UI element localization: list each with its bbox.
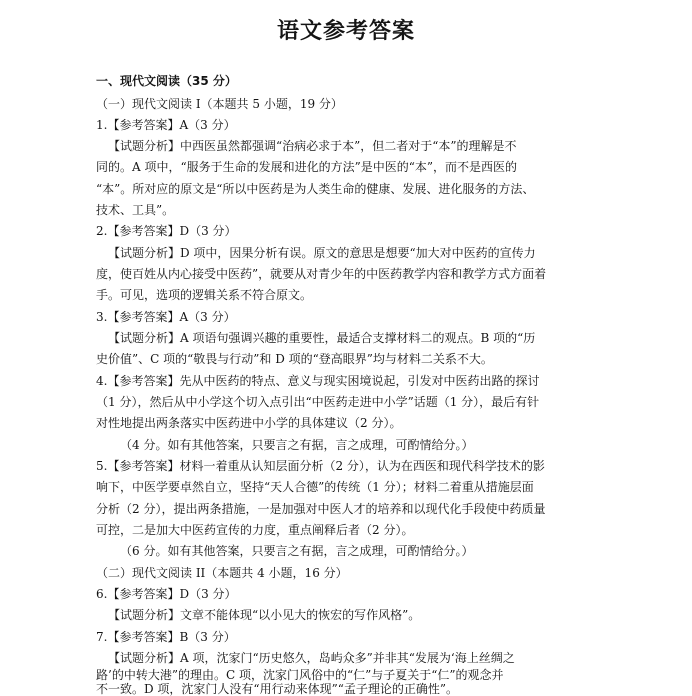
- answer-5-line-4: 可控，二是加大中医药宣传的力度，重点阐释后者（2 分）。: [96, 523, 414, 537]
- scoring-note-5: （6 分。如有其他答案，只要言之有据，言之成理，可酌情给分。）: [120, 544, 474, 558]
- subsection-heading-2: （二）现代文阅读 II（本题共 4 小题，16 分）: [96, 566, 348, 580]
- analysis-6-line-1: 【试题分析】文章不能体现“以小见大的恢宏的写作风格”。: [108, 608, 421, 622]
- answer-4-line-3: 对性地提出两条落实中医药进中小学的具体建议（2 分）。: [96, 416, 402, 430]
- analysis-3-line-1: 【试题分析】A 项语句强调兴趣的重要性，最适合支撑材料二的观点。B 项的“历: [108, 331, 536, 345]
- scoring-note-4: （4 分。如有其他答案，只要言之有据，言之成理，可酌情给分。）: [120, 438, 474, 452]
- analysis-2-line-2: 度，使百姓从内心接受中医药”，就要从对青少年的中医药教学内容和教学方式方面着: [96, 267, 547, 281]
- analysis-2-line-3: 手。可见，选项的逻辑关系不符合原文。: [96, 288, 313, 302]
- section-heading-1: 一、现代文阅读（35 分）: [96, 74, 237, 88]
- answer-5-line-1: 5.【参考答案】材料一着重从认知层面分析（2 分），认为在西医和现代科学技术的影: [96, 459, 545, 473]
- analysis-7-line-1: 【试题分析】A 项，沈家门“历史悠久，岛屿众多”并非其“发展为‘海上丝绸之: [108, 651, 515, 665]
- answer-7: 7.【参考答案】B（3 分）: [96, 630, 236, 644]
- answer-4-line-2: （1 分），然后从中小学这个切入点引出“中医药走进中小学”话题（1 分），最后有针: [96, 395, 540, 409]
- answer-5-line-3: 分析（2 分），提出两条措施，一是加强对中医人才的培养和以现代化手段使中药质量: [96, 502, 546, 516]
- answer-4-line-1: 4.【参考答案】先从中医药的特点、意义与现实困境说起，引发对中医药出路的探讨: [96, 374, 540, 388]
- analysis-1-line-1: 【试题分析】中西医虽然都强调“治病必求于本”，但二者对于“本”的理解是不: [108, 139, 517, 153]
- answer-1: 1.【参考答案】A（3 分）: [96, 118, 236, 132]
- answer-6: 6.【参考答案】D（3 分）: [96, 587, 237, 601]
- analysis-1-line-2: 同的。A 项中，“服务于生命的发展和进化的方法”是中医的“本”，而不是西医的: [96, 160, 518, 174]
- analysis-2-line-1: 【试题分析】D 项中，因果分析有误。原文的意思是想要“加大对中医药的宣传力: [108, 246, 536, 260]
- analysis-1-line-3: “本”。所对应的原文是“所以中医药是为人类生命的健康、发展、进化服务的方法、: [96, 182, 535, 196]
- answer-3: 3.【参考答案】A（3 分）: [96, 310, 236, 324]
- answer-5-line-2: 响下，中医学要卓然自立，坚持“天人合德”的传统（1 分）；材料二着重从措施层面: [96, 480, 534, 494]
- subsection-heading-1: （一）现代文阅读 I（本题共 5 小题，19 分）: [96, 97, 343, 111]
- analysis-7-line-3: 不一致。D 项，沈家门人没有“用行动来体现”“孟子理论的正确性”。: [96, 682, 458, 696]
- analysis-3-line-2: 史价值”、C 项的“敬畏与行动”和 D 项的“登高眼界”均与材料二关系不大。: [96, 352, 493, 366]
- page-title: 语文参考答案: [276, 19, 415, 44]
- analysis-1-line-4: 技术、工具”。: [96, 203, 175, 217]
- answer-2: 2.【参考答案】D（3 分）: [96, 224, 237, 238]
- analysis-7-line-2: 路’的中转大港”的理由。C 项，沈家门风俗中的“仁”与子夏关于“仁”的观念并: [96, 668, 504, 682]
